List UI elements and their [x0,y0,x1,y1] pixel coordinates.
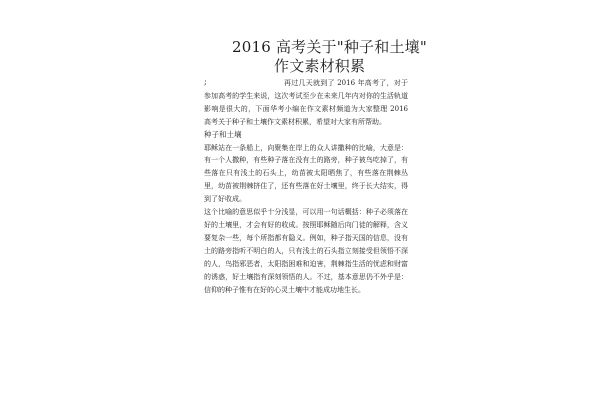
section-heading: 种子和土壤 [204,129,242,139]
document-title-line-2: 作文素材积累 [274,57,366,75]
paragraph-marker: ; [204,77,207,86]
body-paragraph: 这个比喻的意思似乎十分浅显，可以用一句话概括：种子必须落在好的土壤里，才会有好的收成。按照耶稣随后向门徒的解释，含义要复杂一些，每个所指都有隐义。例如，种子指天国的信息，没有土的路旁指听不明白的人，只有浅土的石头指立刻接受但领悟不深的人，鸟指邪恶者，太阳指困难和迫害，荆棘指生活的忧虑和财富的诱惑，好土壤指有深刻领悟的人。不过，基本意思仍不外乎是：信仰的种子惟有在好的心灵土壤中才能成功地生长。 [204,208,408,294]
body-paragraph: 耶稣站在一条船上，向聚集在岸上的众人讲撒种的比喻，大意是：有一个人撒种，有些种子落在没有土的路旁，种子被鸟吃掉了，有些落在只有浅土的石头上，幼苗被太阳晒焦了，有些落在荆棘丛里，幼苗被荆棘挤住了，还有些落在好土壤里，终于长大结实，得到了好收成。 [204,143,408,204]
intro-paragraph: 再过几天就到了 2016 年高考了，对于参加高考的学生来说，这次考试至少在未来几年内对你的生活轨道影响是很大的，下面华考小编在作文素材频道为大家整理 2016 高考关于种子和土壤作文素材积累，希望对大家有所帮助。 [204,79,408,126]
document-body [204,77,408,296]
document-title-line-1: 2016 高考关于"种子和土壤" [232,38,427,56]
